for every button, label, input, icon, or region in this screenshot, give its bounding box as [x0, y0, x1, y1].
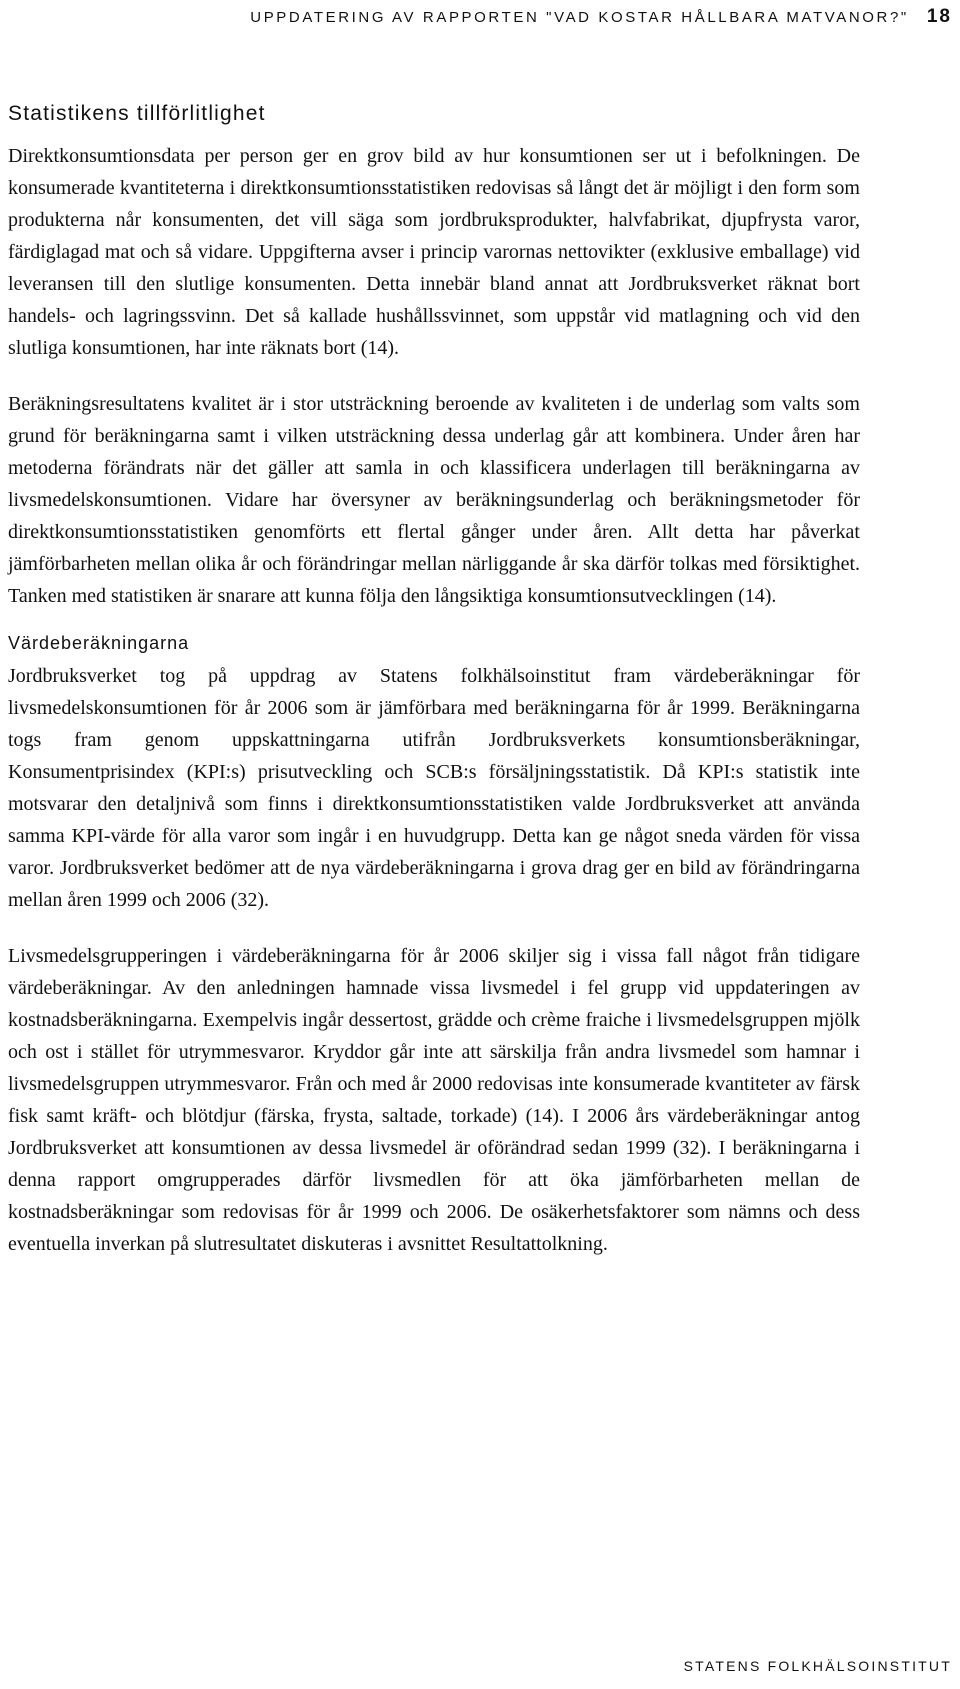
paragraph: Direktkonsumtionsdata per person ger en grov bild av hur konsumtionen ser ut i befolkningen. De konsumerade kvantiteterna i direktkonsumtionsstatistiken redovisas så långt det är möjligt i den form som produkterna når konsumenten, det vill säga som jordbruksprodukter, halvfabrikat, djupfrysta varor, färdiglagad mat och så vidare. Uppgifterna avser i princip varornas nettovikter (exklusive emballage) vid leveransen till den slutlige konsumenten. Detta innebär bland annat att Jordbruksverket räknat bort handels- och lagringssvinn. Det så kallade hushållssvinnet, som uppstår vid matlagning och vid den slutliga konsumtionen, har inte räknats bort (14).: [8, 145, 860, 359]
page-number: 18: [926, 6, 952, 27]
report-title: UPPDATERING AV RAPPORTEN "VAD KOSTAR HÅLLBARA MATVANOR?": [250, 9, 909, 26]
page-content: [8, 100, 860, 1284]
running-header: [0, 6, 952, 28]
paragraph: Beräkningsresultatens kvalitet är i stor utsträckning beroende av kvaliteten i de underlag som valts som grund för beräkningarna samt i vilken utsträckning dessa underlag går att kombinera. Under åren har metoderna förändrats när det gäller att samla in och klassificera underlagen till beräkningarna av livsmedelskonsumtionen. Vidare har översyner av beräkningsunderlag och beräkningsmetoder för direktkonsumtionsstatistiken genomförts ett flertal gånger under åren. Allt detta har påverkat jämförbarheten mellan olika år och förändringar mellan närliggande år ska därför tolkas med försiktighet. Tanken med statistiken är snarare att kunna följa den långsiktiga konsumtionsutvecklingen (14).: [8, 393, 860, 607]
running-footer: STATENS FOLKHÄLSOINSTITUT: [683, 1658, 952, 1674]
subsection-heading: Värdeberäkningarna: [8, 633, 190, 653]
section-heading: Statistikens tillförlitlighet: [8, 102, 266, 125]
paragraph: Jordbruksverket tog på uppdrag av Statens folkhälsoinstitut fram värdeberäkningar för livsmedelskonsumtionen för år 2006 som är jämförbara med beräkningarna för år 1999. Beräkningarna togs fram genom uppskattningarna utifrån Jordbruksverkets konsumtionsberäkningar, Konsumentprisindex (KPI:s) prisutveckling och SCB:s försäljningsstatistik. Då KPI:s statistik inte motsvarar den detaljnivå som finns i direktkonsumtionsstatistiken valde Jordbruksverket att använda samma KPI-värde för alla varor som ingår i en huvudgrupp. Detta kan ge något sneda värden för vissa varor. Jordbruksverket bedömer att de nya värdeberäkningarna i grova drag ger en bild av förändringarna mellan åren 1999 och 2006 (32).: [8, 665, 860, 911]
paragraph: Livsmedelsgrupperingen i värdeberäkningarna för år 2006 skiljer sig i vissa fall något från tidigare värdeberäkningar. Av den anledningen hamnade vissa livsmedel i fel grupp vid uppdateringen av kostnadsberäkningarna. Exempelvis ingår dessertost, grädde och crème fraiche i livsmedelsgruppen mjölk och ost i stället för utrymmesvaror. Kryddor går inte att särskilja från andra livsmedel som hamnar i livsmedelsgruppen utrymmesvaror. Från och med år 2000 redovisas inte konsumerade kvantiteter av färsk fisk samt kräft- och blötdjur (färska, frysta, saltade, torkade) (14). I 2006 års värdeberäkningar antog Jordbruksverket att konsumtionen av dessa livsmedel är oförändrad sedan 1999 (32). I beräkningarna i denna rapport omgrupperades därför livsmedlen för att öka jämförbarheten mellan de kostnadsberäkningar som redovisas för år 1999 och 2006. De osäkerhetsfaktorer som nämns och dess eventuella inverkan på slutresultatet diskuteras i avsnittet Resultattolkning.: [8, 945, 860, 1255]
